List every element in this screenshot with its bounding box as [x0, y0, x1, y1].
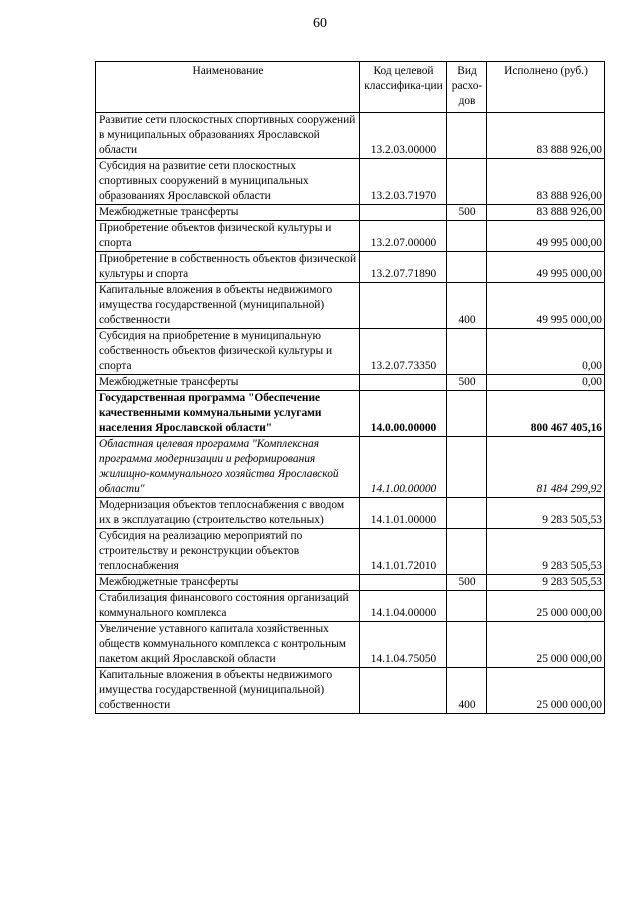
header-name: Наименование	[96, 62, 360, 113]
cell-type	[447, 437, 487, 498]
table-row	[96, 329, 605, 375]
cell-type	[447, 113, 487, 159]
cell-name: Капитальные вложения в объекты недвижимого имущества государственной (муниципальной) собственности	[96, 668, 360, 714]
cell-sum: 0,00	[487, 375, 605, 391]
cell-name: Увеличение уставного капитала хозяйственных обществ коммунального комплекса с контрольным пакетом акций Ярославской области	[96, 622, 360, 668]
cell-type	[447, 622, 487, 668]
cell-type: 500	[447, 205, 487, 221]
cell-sum: 9 283 505,53	[487, 498, 605, 529]
cell-sum: 49 995 000,00	[487, 283, 605, 329]
table-row	[96, 498, 605, 529]
cell-sum: 9 283 505,53	[487, 575, 605, 591]
cell-name: Областная целевая программа "Комплексная программа модернизации и реформирования жилищно-коммунального хозяйства Ярославской области"	[96, 437, 360, 498]
cell-type	[447, 159, 487, 205]
header-sum: Исполнено (руб.)	[487, 62, 605, 113]
cell-code	[360, 205, 447, 221]
cell-type: 500	[447, 575, 487, 591]
cell-name: Приобретение в собственность объектов физической культуры и спорта	[96, 252, 360, 283]
cell-sum: 800 467 405,16	[487, 391, 605, 437]
table-body	[96, 113, 605, 714]
page-number: 60	[313, 16, 327, 31]
table-row	[96, 591, 605, 622]
cell-type: 500	[447, 375, 487, 391]
table-row	[96, 283, 605, 329]
table-row	[96, 252, 605, 283]
table-row	[96, 529, 605, 575]
cell-code	[360, 375, 447, 391]
header-type: Вид расхо-дов	[447, 62, 487, 113]
cell-name: Стабилизация финансового состояния организаций коммунального комплекса	[96, 591, 360, 622]
table-header-row	[96, 62, 605, 113]
cell-sum: 83 888 926,00	[487, 159, 605, 205]
cell-name: Капитальные вложения в объекты недвижимого имущества государственной (муниципальной) собственности	[96, 283, 360, 329]
cell-type	[447, 529, 487, 575]
cell-name: Межбюджетные трансферты	[96, 375, 360, 391]
cell-code: 13.2.07.73350	[360, 329, 447, 375]
cell-type	[447, 221, 487, 252]
table-row	[96, 622, 605, 668]
cell-type: 400	[447, 668, 487, 714]
cell-name: Государственная программа "Обеспечение качественными коммунальными услугами населения Ярославской области"	[96, 391, 360, 437]
cell-code	[360, 668, 447, 714]
cell-sum: 83 888 926,00	[487, 113, 605, 159]
cell-type	[447, 498, 487, 529]
cell-sum: 25 000 000,00	[487, 591, 605, 622]
table-row	[96, 113, 605, 159]
cell-code: 13.2.07.00000	[360, 221, 447, 252]
table-row	[96, 668, 605, 714]
cell-type	[447, 391, 487, 437]
cell-code	[360, 575, 447, 591]
cell-name: Межбюджетные трансферты	[96, 205, 360, 221]
table-row	[96, 221, 605, 252]
cell-code: 14.1.01.00000	[360, 498, 447, 529]
cell-code: 14.1.04.00000	[360, 591, 447, 622]
cell-code: 13.2.03.71970	[360, 159, 447, 205]
cell-type	[447, 252, 487, 283]
cell-name: Модернизация объектов теплоснабжения с вводом их в эксплуатацию (строительство котельных)	[96, 498, 360, 529]
table-row	[96, 159, 605, 205]
table-row	[96, 205, 605, 221]
cell-sum: 81 484 299,92	[487, 437, 605, 498]
cell-sum: 0,00	[487, 329, 605, 375]
cell-type: 400	[447, 283, 487, 329]
cell-code	[360, 283, 447, 329]
cell-name: Развитие сети плоскостных спортивных сооружений в муниципальных образованиях Ярославской области	[96, 113, 360, 159]
table-row	[96, 437, 605, 498]
cell-name: Приобретение объектов физической культуры и спорта	[96, 221, 360, 252]
cell-sum: 49 995 000,00	[487, 221, 605, 252]
cell-code: 14.1.04.75050	[360, 622, 447, 668]
cell-code: 14.1.00.00000	[360, 437, 447, 498]
table-row	[96, 375, 605, 391]
cell-sum: 9 283 505,53	[487, 529, 605, 575]
cell-type	[447, 591, 487, 622]
table-row	[96, 391, 605, 437]
cell-code: 13.2.03.00000	[360, 113, 447, 159]
cell-type	[447, 329, 487, 375]
table-row	[96, 575, 605, 591]
cell-code: 13.2.07.71890	[360, 252, 447, 283]
cell-name: Межбюджетные трансферты	[96, 575, 360, 591]
cell-code: 14.0.00.00000	[360, 391, 447, 437]
cell-sum: 25 000 000,00	[487, 668, 605, 714]
cell-sum: 83 888 926,00	[487, 205, 605, 221]
cell-sum: 49 995 000,00	[487, 252, 605, 283]
cell-sum: 25 000 000,00	[487, 622, 605, 668]
cell-name: Субсидия на приобретение в муниципальную собственность объектов физической культуры и спорта	[96, 329, 360, 375]
cell-name: Субсидия на развитие сети плоскостных спортивных сооружений в муниципальных образованиях Ярославской области	[96, 159, 360, 205]
cell-code: 14.1.01.72010	[360, 529, 447, 575]
budget-table	[95, 61, 605, 714]
cell-name: Субсидия на реализацию мероприятий по строительству и реконструкции объектов теплоснабжения	[96, 529, 360, 575]
header-code: Код целевой классифика-ции	[360, 62, 447, 113]
